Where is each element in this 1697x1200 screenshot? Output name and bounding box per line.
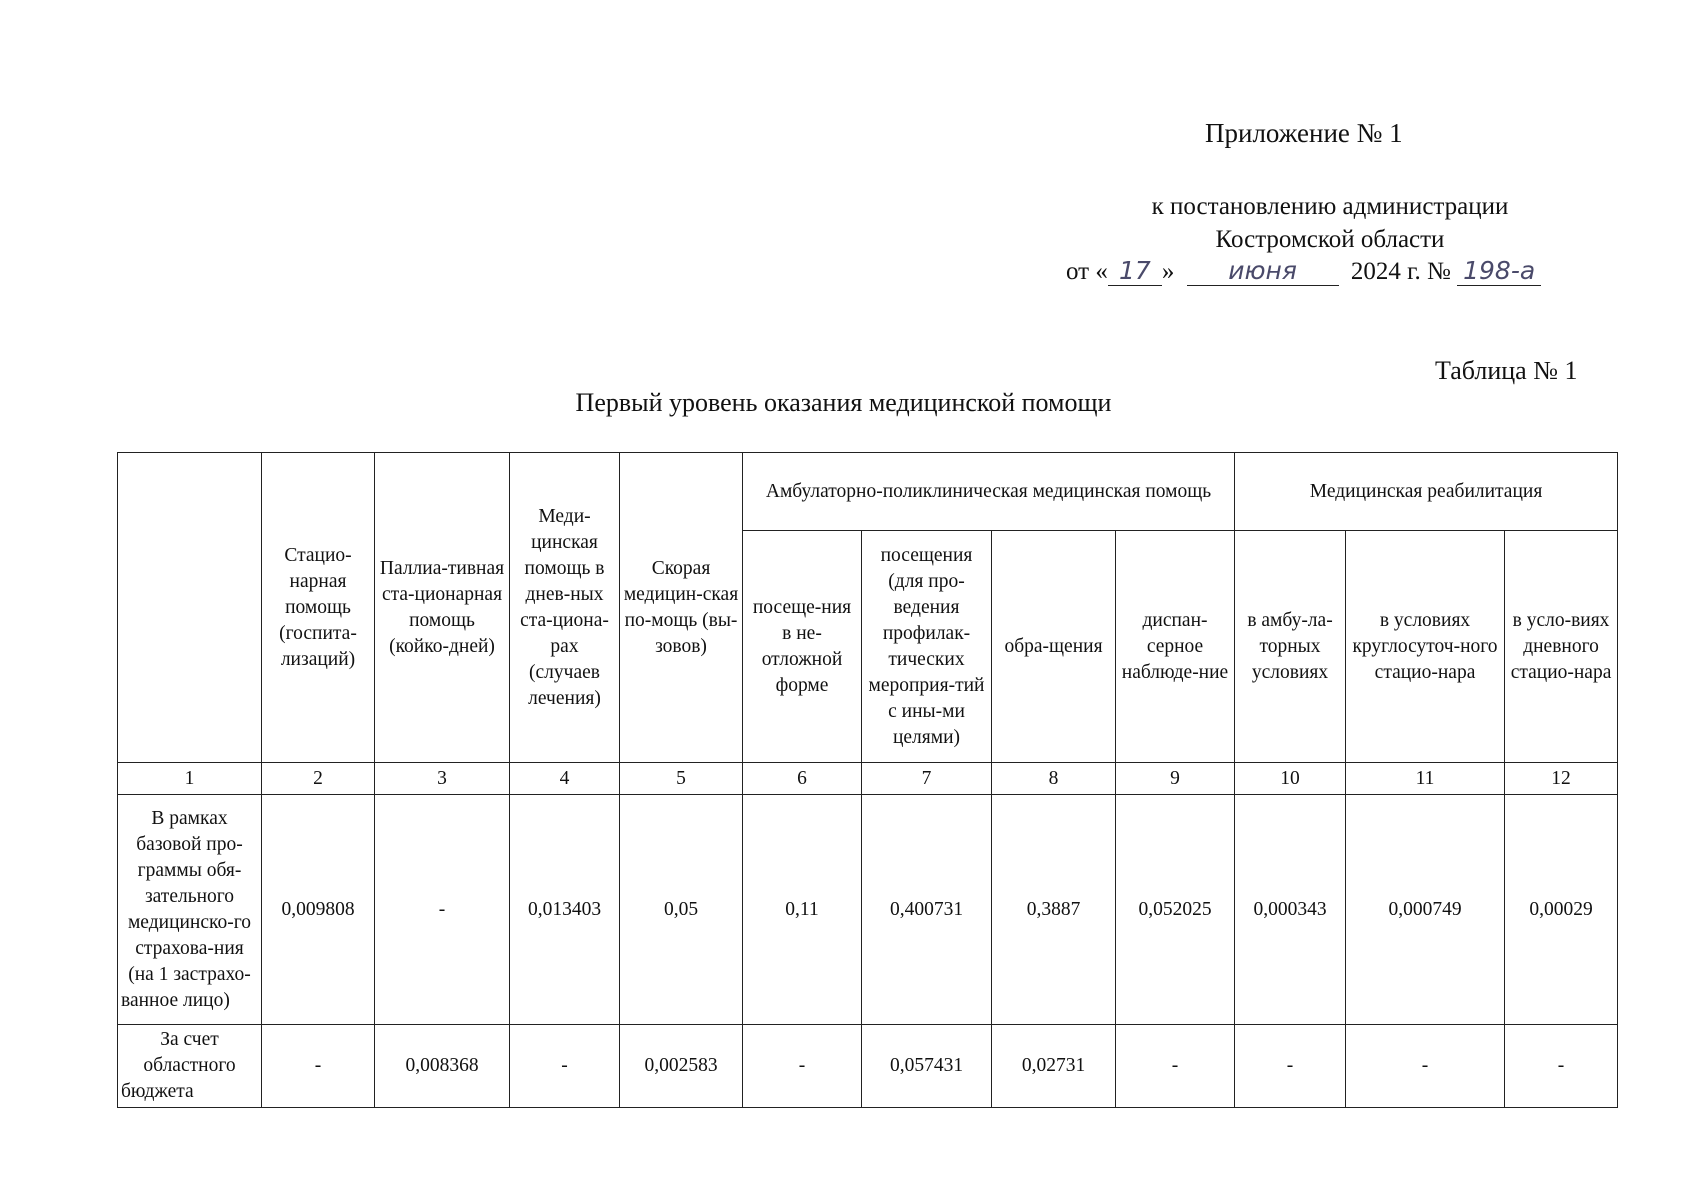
handwritten-day: 17: [1108, 256, 1162, 286]
decree-line-2: Костромской области: [1215, 226, 1445, 253]
table-row: [118, 795, 1618, 1025]
header-cell: Меди-цинская помощь в днев-ных ста-циона-рах (случаев лечения): [510, 453, 620, 763]
header-cell: в усло-виях дневного стацио-нара: [1505, 531, 1618, 763]
table-cell: 0,013403: [510, 795, 620, 1025]
column-number: 5: [620, 763, 743, 795]
column-number: 1: [118, 763, 262, 795]
table-cell: -: [1505, 1025, 1618, 1108]
table-cell: -: [1346, 1025, 1505, 1108]
table-cell: -: [1116, 1025, 1235, 1108]
decree-line-1: к постановлению администрации: [1151, 193, 1509, 220]
table-header-row: [118, 453, 1618, 531]
header-cell: посеще-ния в не-отложной форме: [743, 531, 862, 763]
table-cell: 0,052025: [1116, 795, 1235, 1025]
column-number: 7: [862, 763, 992, 795]
table-cell: 0,11: [743, 795, 862, 1025]
header-cell: в амбу-ла-торных условиях: [1235, 531, 1346, 763]
table-cell: -: [743, 1025, 862, 1108]
table-title: [0, 388, 1697, 418]
row-label: За счет областного бюджета: [118, 1025, 262, 1108]
decree-date-line: [1066, 256, 1541, 286]
group-header-rehab: Медицинская реабилитация: [1235, 453, 1618, 531]
column-number: 11: [1346, 763, 1505, 795]
table-cell: 0,008368: [375, 1025, 510, 1108]
column-number: 8: [992, 763, 1116, 795]
decree-reference: [1040, 190, 1620, 256]
header-cell: диспан-серное наблюде-ние: [1116, 531, 1235, 763]
medical-care-table: [117, 452, 1618, 1108]
table-cell: -: [262, 1025, 375, 1108]
table-cell: 0,002583: [620, 1025, 743, 1108]
handwritten-month: июня: [1187, 256, 1339, 286]
table-cell: 0,00029: [1505, 795, 1618, 1025]
table-cell: -: [1235, 1025, 1346, 1108]
group-header-ambulatory: Амбулаторно-поликлиническая медицинская помощь: [743, 453, 1235, 531]
column-number: 3: [375, 763, 510, 795]
column-number: 4: [510, 763, 620, 795]
header-cell: [118, 453, 262, 763]
header-cell: Стацио-нарная помощь (госпита-лизаций): [262, 453, 375, 763]
table-cell: 0,009808: [262, 795, 375, 1025]
table-cell: 0,000749: [1346, 795, 1505, 1025]
appendix-title: Приложение № 1: [1205, 118, 1403, 148]
table-cell: -: [375, 795, 510, 1025]
row-label: В рамках базовой про-граммы обя-зательного медицинско-го страхова-ния (на 1 застрахо-ванное лицо): [118, 795, 262, 1025]
table-title-text: Первый уровень оказания медицинской помощи: [575, 388, 1112, 417]
table-cell: -: [510, 1025, 620, 1108]
column-number: 10: [1235, 763, 1346, 795]
date-prefix: от «: [1066, 258, 1108, 285]
header-cell: в условиях круглосуточ-ного стацио-нара: [1346, 531, 1505, 763]
table-cell: 0,000343: [1235, 795, 1346, 1025]
header-cell: посещения (для про-ведения профилак-тических мероприя-тий с ины-ми целями): [862, 531, 992, 763]
header-cell: обра-щения: [992, 531, 1116, 763]
column-number: 9: [1116, 763, 1235, 795]
column-number: 2: [262, 763, 375, 795]
table-number: Таблица № 1: [1435, 356, 1578, 385]
date-mid: »: [1161, 258, 1175, 285]
table-row: [118, 1025, 1618, 1108]
column-number: 6: [743, 763, 862, 795]
table-cell: 0,3887: [992, 795, 1116, 1025]
header-cell: Скорая медицин-ская по-мощь (вы-зовов): [620, 453, 743, 763]
table-cell: 0,05: [620, 795, 743, 1025]
header-cell: Паллиа-тивная ста-ционарная помощь (койко-дней): [375, 453, 510, 763]
column-number-row: [118, 763, 1618, 795]
table-cell: 0,02731: [992, 1025, 1116, 1108]
date-year: 2024 г. №: [1350, 258, 1451, 285]
table-cell: 0,057431: [862, 1025, 992, 1108]
table-cell: 0,400731: [862, 795, 992, 1025]
column-number: 12: [1505, 763, 1618, 795]
handwritten-number: 198-а: [1457, 256, 1541, 286]
